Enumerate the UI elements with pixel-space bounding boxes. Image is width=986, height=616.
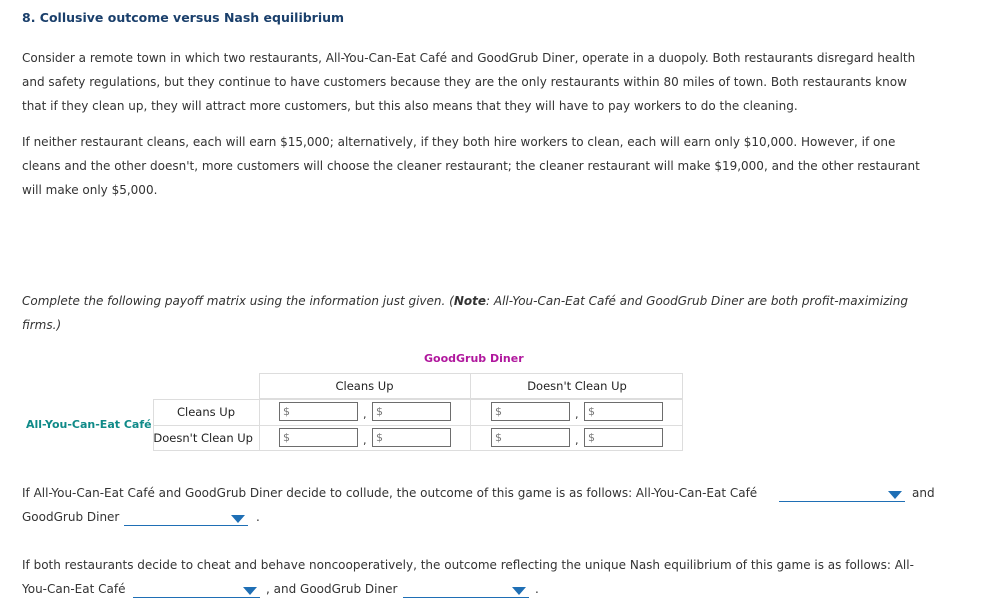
page-title: 8. Collusive outcome versus Nash equilibrium bbox=[22, 10, 345, 25]
payoff-input-cc-ayc[interactable] bbox=[279, 402, 358, 421]
column-header-doesnt-clean-up: Doesn't Clean Up bbox=[527, 379, 627, 393]
dollar-sign: $ bbox=[495, 405, 502, 418]
intro-paragraph bbox=[22, 46, 942, 118]
payoff-input-nn-ayc[interactable] bbox=[491, 428, 570, 447]
nash-gg-dropdown[interactable] bbox=[403, 583, 529, 598]
collusion-ayc-dropdown[interactable] bbox=[779, 487, 905, 502]
payoff-input-cn-ayc[interactable] bbox=[491, 402, 570, 421]
chevron-down-icon bbox=[243, 587, 257, 595]
comma-separator: , bbox=[575, 434, 579, 447]
nash-period: . bbox=[535, 582, 539, 596]
matrix-row-divider bbox=[153, 425, 683, 426]
payoff-line-2: cleans and the other doesn't, more customers will choose the cleaner restaurant; the cleaner restaurant will make $19,000, and the other restaurant bbox=[22, 159, 920, 173]
nash-gg-label: , and GoodGrub Diner bbox=[266, 582, 398, 596]
payoff-input-cn-gg[interactable] bbox=[584, 402, 663, 421]
intro-line-1: Consider a remote town in which two restaurants, All-You-Can-Eat Café and GoodGrub Diner, operate in a duopoly. Both restaurants disregard health bbox=[22, 51, 916, 65]
payoff-input-nc-gg[interactable] bbox=[372, 428, 451, 447]
nash-ayc-label: You-Can-Eat Café bbox=[22, 582, 126, 596]
chevron-down-icon bbox=[512, 587, 526, 595]
payoff-input-nn-gg[interactable] bbox=[584, 428, 663, 447]
dollar-sign: $ bbox=[283, 431, 290, 444]
collusion-question-text: If All-You-Can-Eat Café and GoodGrub Diner decide to collude, the outcome of this game is as follows: All-You-Can-Eat Café bbox=[22, 486, 758, 500]
column-player-label: GoodGrub Diner bbox=[424, 352, 524, 365]
chevron-down-icon bbox=[231, 515, 245, 523]
collusion-gg-label: GoodGrub Diner bbox=[22, 510, 120, 524]
payoff-paragraph bbox=[22, 130, 942, 202]
payoff-line-3: will make only $5,000. bbox=[22, 183, 158, 197]
collusion-gg-dropdown[interactable] bbox=[124, 511, 248, 526]
dollar-sign: $ bbox=[495, 431, 502, 444]
note-prefix: Complete the following payoff matrix using the information just given. ( bbox=[22, 294, 454, 308]
payoff-input-nc-ayc[interactable] bbox=[279, 428, 358, 447]
dollar-sign: $ bbox=[376, 431, 383, 444]
dollar-sign: $ bbox=[283, 405, 290, 418]
matrix-label-divider bbox=[259, 399, 260, 451]
dollar-sign: $ bbox=[376, 405, 383, 418]
dollar-sign: $ bbox=[588, 405, 595, 418]
note-bold: Note bbox=[453, 294, 486, 308]
nash-question-text: If both restaurants decide to cheat and behave noncooperatively, the outcome reflecting the unique Nash equilibrium of this game is as follows: All- bbox=[22, 558, 914, 572]
payoff-input-cc-gg[interactable] bbox=[372, 402, 451, 421]
dollar-sign: $ bbox=[588, 431, 595, 444]
comma-separator: , bbox=[363, 408, 367, 421]
collusion-and-text: and bbox=[912, 486, 935, 500]
row-header-doesnt-clean-up: Doesn't Clean Up bbox=[153, 431, 253, 445]
comma-separator: , bbox=[363, 434, 367, 447]
nash-ayc-dropdown[interactable] bbox=[133, 583, 260, 598]
collusion-period: . bbox=[256, 510, 260, 524]
comma-separator: , bbox=[575, 408, 579, 421]
row-header-cleans-up: Cleans Up bbox=[177, 405, 235, 419]
chevron-down-icon bbox=[888, 491, 902, 499]
note-line-2: firms.) bbox=[22, 318, 62, 332]
column-header-cleans-up: Cleans Up bbox=[335, 379, 394, 393]
instruction-note bbox=[22, 289, 942, 337]
note-suffix: : All-You-Can-Eat Café and GoodGrub Diner are both profit-maximizing bbox=[486, 294, 908, 308]
intro-line-2: and safety regulations, but they continue to have customers because they are the only restaurants within 80 miles of town. Both restaurants know bbox=[22, 75, 907, 89]
intro-line-3: that if they clean up, they will attract more customers, but this also means that they will have to pay workers to do the cleaning. bbox=[22, 99, 798, 113]
payoff-line-1: If neither restaurant cleans, each will earn $15,000; alternatively, if they both hire workers to clean, each will earn only $10,000. However, if one bbox=[22, 135, 896, 149]
row-player-label: All-You-Can-Eat Café bbox=[26, 418, 152, 431]
